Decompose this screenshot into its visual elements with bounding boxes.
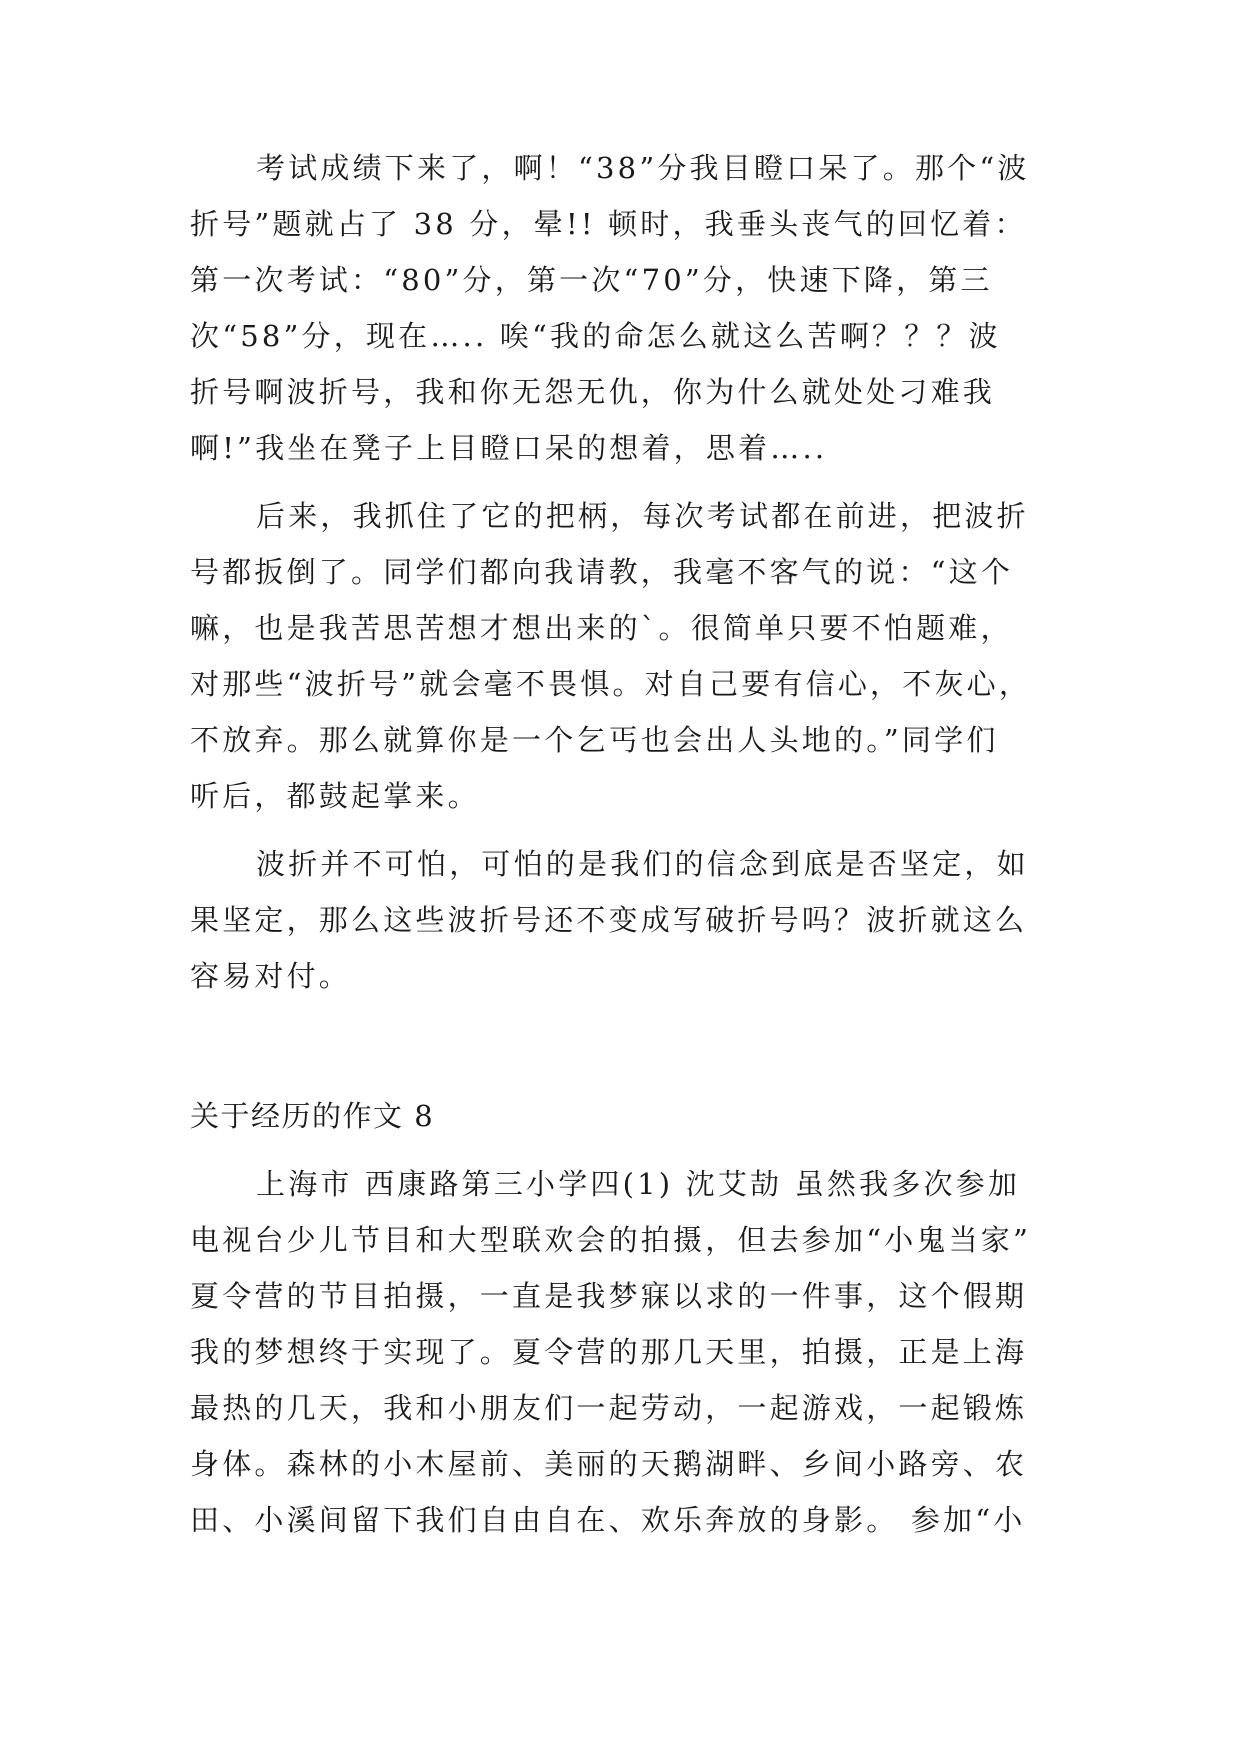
paragraph-1-line-3: 第一次考试：“80”分，第一次“70”分，快速下降，第三 [190,263,993,297]
paragraph-4-line-3: 夏令营的节目拍摄，一直是我梦寐以求的一件事，这个假期 [190,1279,1028,1313]
paragraph-2-line-4: 对那些“波折号”就会毫不畏惧。对自己要有信心，不灰心， [190,667,1032,701]
section-title: 关于经历的作文 8 [190,1099,435,1133]
paragraph-1-line-1: 考试成绩下来了，啊！“38”分我目瞪口呆了。那个“波 [256,151,1030,185]
paragraph-3-line-1: 波折并不可怕，可怕的是我们的信念到底是否坚定，如 [256,847,1029,881]
paragraph-3-line-3: 容易对付。 [190,959,352,993]
paragraph-4-line-2: 电视台少儿节目和大型联欢会的拍摄，但去参加“小鬼当家” [190,1223,1032,1257]
paragraph-1-line-2: 折号”题就占了 38 分，晕!! 顿时，我垂头丧气的回忆着： [190,207,1027,241]
paragraph-1-line-6: 啊!”我坐在凳子上目瞪口呆的想着，思着….. [190,431,828,465]
paragraph-2-line-1: 后来，我抓住了它的把柄，每次考试都在前进，把波折 [256,499,1029,533]
paragraph-3-line-2: 果坚定，那么这些波折号还不变成写破折号吗？波折就这么 [190,903,1028,937]
paragraph-4-line-4: 我的梦想终于实现了。夏令营的那几天里，拍摄，正是上海 [190,1335,1028,1369]
paragraph-2-line-2: 号都扳倒了。同学们都向我请教，我毫不客气的说：“这个 [190,555,1014,589]
paragraph-1-line-5: 折号啊波折号，我和你无怨无仇，你为什么就处处刁难我 [190,375,996,409]
paragraph-2-line-3: 嘛，也是我苦思苦想才想出来的`。很简单只要不怕题难， [190,611,1013,645]
paragraph-1-line-4: 次“58”分，现在….. 唉“我的命怎么就这么苦啊？？？波 [190,319,1001,353]
paragraph-2-line-5: 不放弃。那么就算你是一个乞丐也会出人头地的。”同学们 [190,723,999,757]
paragraph-4-line-5: 最热的几天，我和小朋友们一起劳动，一起游戏，一起锻炼 [190,1391,1028,1425]
paragraph-4-line-7: 田、小溪间留下我们自由自在、欢乐奔放的身影。 参加“小 [190,1503,1026,1537]
paragraph-2-line-6: 听后，都鼓起掌来。 [190,779,480,813]
paragraph-4-line-1: 上海市 西康路第三小学四(1) 沈艾劼 虽然我多次参加 [256,1167,1021,1201]
paragraph-4-line-6: 身体。森林的小木屋前、美丽的天鹅湖畔、乡间小路旁、农 [190,1447,1028,1481]
